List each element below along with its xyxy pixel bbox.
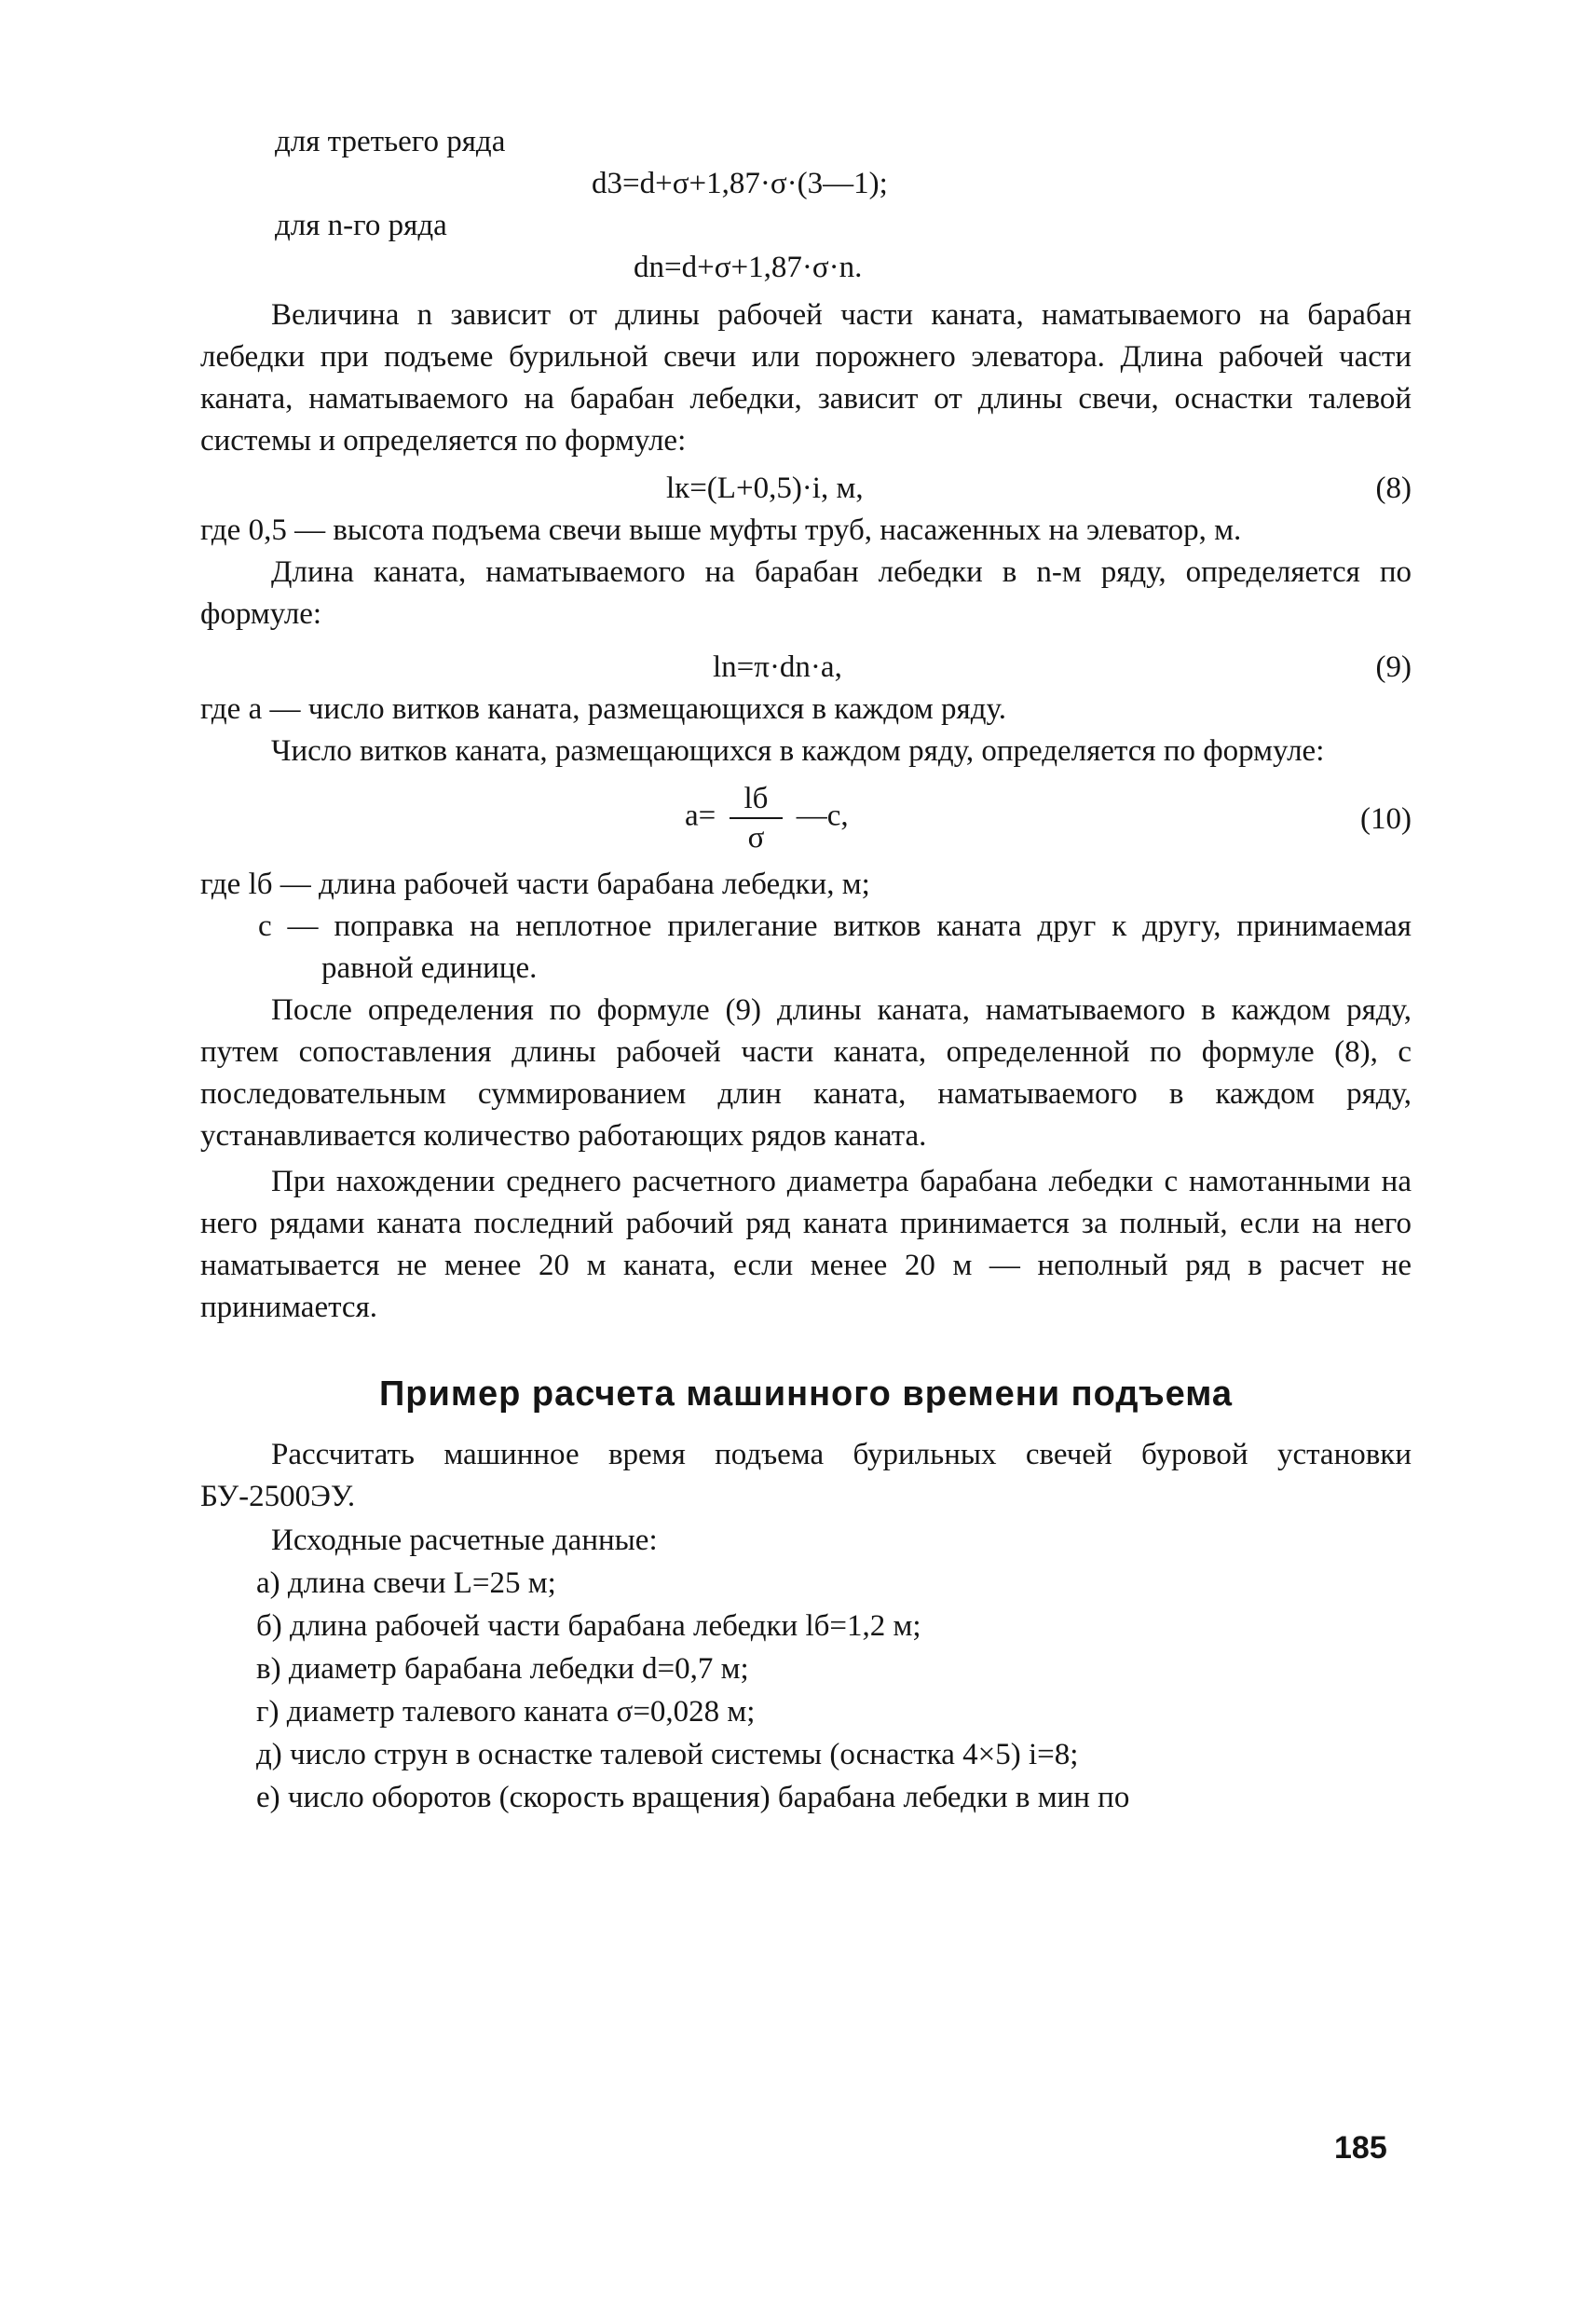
paragraph-3: Число витков каната, размещающихся в каждом ряду, определяется по формуле:	[271, 734, 1325, 768]
where-formula-10-b: c — поправка на неплотное прилегание витков каната друг к другу, принимаемая равной единице.	[258, 909, 1412, 985]
formula-dn-expr: dn=d+σ+1,87·σ·n.	[634, 251, 863, 284]
page-number: 185	[1334, 2130, 1387, 2166]
formula-9-number: (9)	[1375, 650, 1412, 684]
list-item: г) диаметр талевого каната σ=0,028 м;	[256, 1695, 756, 1729]
paragraph-2: Длина каната, наматываемого на барабан лебедки в n-м ряду, определяется по формуле:	[200, 555, 1412, 631]
formula-d3	[200, 163, 1412, 205]
list-item: е) число оборотов (скорость вращения) барабана лебедки в мин по	[256, 1781, 1130, 1814]
formula-9-expr: ln=π·dn·a,	[713, 650, 842, 684]
formula-dn	[200, 247, 1412, 289]
formula-10-expr	[685, 780, 849, 856]
formula-8	[200, 468, 1412, 510]
paragraph-7: Исходные расчетные данные:	[271, 1524, 658, 1557]
nth-row-label: для n-го ряда	[275, 209, 447, 242]
formula-8-expr: lк=(L+0,5)·i, м,	[666, 472, 864, 505]
list-item: б) длина рабочей части барабана лебедки lб=1,2 м;	[256, 1609, 921, 1643]
formula-10	[200, 778, 1412, 864]
list-item: в) диаметр барабана лебедки d=0,7 м;	[256, 1652, 749, 1686]
paragraph-6: Рассчитать машинное время подъема бурильных свечей буровой установки БУ-2500ЭУ.	[200, 1438, 1412, 1513]
paragraph-5: При нахождении среднего расчетного диаметра барабана лебедки с намотанными на него рядами каната последний рабочий ряд каната принимается за полный, если на него наматывается не менее 20 м каната, если менее 20 м — неполный ряд в расчет не принимается.	[200, 1165, 1412, 1324]
formula-8-number: (8)	[1375, 472, 1412, 505]
formula-10-denominator: σ	[747, 821, 765, 854]
formula-10-lhs: a=	[685, 799, 716, 833]
third-row-label: для третьего ряда	[275, 125, 506, 158]
where-formula-8: где 0,5 — высота подъема свечи выше муфты труб, насаженных на элеватор, м.	[200, 513, 1242, 547]
section-heading: Пример расчета машинного времени подъема	[378, 1374, 1234, 1414]
formula-9	[200, 647, 1412, 689]
formula-d3-expr: d3=d+σ+1,87·σ·(3—1);	[592, 167, 888, 200]
formula-10-rhs: —c,	[796, 799, 849, 833]
list-item: а) длина свечи L=25 м;	[256, 1566, 556, 1600]
formula-10-number: (10)	[1360, 802, 1412, 836]
paragraph-4: После определения по формуле (9) длины каната, наматываемого в каждом ряду, путем сопоставления длины рабочей части каната, определенной по формуле (8), с последовательным суммированием длин каната, наматываемого в каждом ряду, устанавливается количество работающих рядов каната.	[200, 993, 1412, 1153]
where-formula-10-a: где lб — длина рабочей части барабана лебедки, м;	[200, 868, 870, 901]
where-formula-9: где a — число витков каната, размещающихся в каждом ряду.	[200, 692, 1006, 726]
paragraph-1: Величина n зависит от длины рабочей части каната, наматываемого на барабан лебедки при подъеме бурильной свечи или порожнего элеватора. Длина рабочей части каната, наматываемого на барабан лебедки, зависит от длины свечи, оснастки талевой системы и определяется по формуле:	[200, 298, 1412, 458]
formula-10-numerator: lб	[730, 780, 784, 819]
formula-10-fraction	[730, 780, 784, 856]
list-item: д) число струн в оснастке талевой системы (оснастка 4×5) i=8;	[256, 1738, 1079, 1771]
input-data-list	[200, 1562, 1412, 1819]
page-content	[200, 121, 1412, 1819]
